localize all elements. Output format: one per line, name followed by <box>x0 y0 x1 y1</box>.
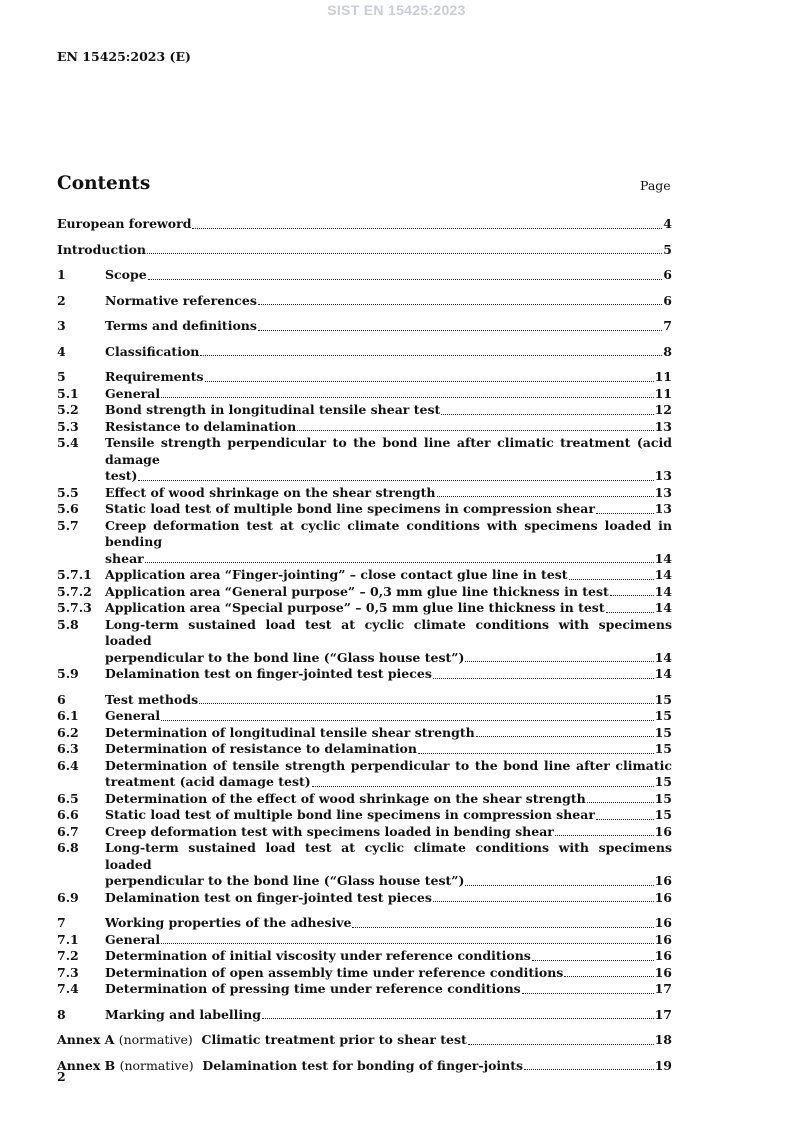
toc-entry-number: 5.7 <box>57 517 79 533</box>
toc-entry-title: Static load test of multiple bond line specimens in compression shear <box>105 501 595 516</box>
toc-entry-title: Working properties of the adhesive <box>105 915 352 930</box>
dot-leader <box>352 927 653 928</box>
toc-entry-title: Marking and labelling <box>105 1006 262 1022</box>
toc-entry-number: 6.7 <box>57 823 79 839</box>
toc-entry-page: 18 <box>654 1032 672 1047</box>
toc-entry[interactable] <box>57 402 672 419</box>
toc-entry-page: 17 <box>654 981 672 996</box>
dot-leader <box>148 279 663 280</box>
toc-entry-title: General <box>105 385 161 401</box>
toc-entry-page: 14 <box>654 649 672 665</box>
toc-entry-page: 14 <box>654 550 672 566</box>
dot-leader <box>418 753 654 754</box>
dot-leader <box>522 993 654 994</box>
toc-entry-page: 13 <box>654 468 672 483</box>
toc-entry[interactable] <box>57 948 672 965</box>
toc-entry-title: Determination of initial viscosity under reference conditions <box>105 948 531 963</box>
toc-entry-number: 5.2 <box>57 402 79 417</box>
toc-entry-page: 14 <box>654 567 672 582</box>
annex-type: (normative) <box>118 1032 193 1047</box>
dot-leader <box>532 960 654 961</box>
toc-entry-page: 19 <box>654 1057 672 1073</box>
toc-entry-title: Delamination test on finger-jointed test pieces <box>105 666 432 681</box>
toc-entry[interactable] <box>57 600 672 617</box>
toc-entry-title: Determination of resistance to delamination <box>105 741 417 756</box>
toc-entry-title-continued: treatment (acid damage test) <box>105 774 311 789</box>
toc-entry-title: Test methods <box>105 691 199 707</box>
toc-entry-number: 5.7.1 <box>57 567 92 582</box>
dot-leader <box>606 612 654 613</box>
toc-entry-title: Creep deformation test at cyclic climate conditions with specimens loaded in bending <box>105 517 672 549</box>
toc-entry-page: 15 <box>654 774 672 789</box>
toc-entry[interactable] <box>57 890 672 907</box>
toc-entry-page: 15 <box>654 741 672 756</box>
toc-entry[interactable] <box>57 369 672 386</box>
annex-label: Annex A <box>57 1032 115 1047</box>
toc-entry-number: 5.1 <box>57 385 79 401</box>
toc-entry-title: Application area “Special purpose” – 0,5 mm glue line thickness in test <box>105 600 605 615</box>
toc-entry-title: Climatic treatment prior to shear test <box>201 1032 467 1047</box>
toc-entry-page: 17 <box>654 1006 672 1022</box>
dot-leader <box>596 513 654 514</box>
dot-leader <box>433 901 654 902</box>
toc-entry-page: 16 <box>654 915 672 930</box>
toc-entry[interactable] <box>57 267 672 284</box>
toc-entry[interactable] <box>57 242 672 259</box>
toc-entry[interactable] <box>57 501 672 518</box>
toc-entry-number: 5.6 <box>57 501 79 516</box>
toc-entry[interactable] <box>57 1032 672 1049</box>
toc-entry[interactable] <box>57 824 672 841</box>
toc-entry-number: 5.5 <box>57 484 79 500</box>
toc-entry-page: 15 <box>654 724 672 740</box>
toc-entry-number: 6 <box>57 691 66 707</box>
toc-entry-title-continued: shear <box>105 550 144 566</box>
toc-entry-page: 4 <box>663 216 672 231</box>
dot-leader <box>297 430 653 431</box>
document-id: EN 15425:2023 (E) <box>57 49 191 64</box>
toc-entry-page: 11 <box>654 369 672 384</box>
toc-entry-number: 4 <box>57 343 66 359</box>
toc-entry-title: Effect of wood shrinkage on the shear strength <box>105 484 436 500</box>
toc-entry-page: 13 <box>654 484 672 500</box>
toc-entry-title: Determination of pressing time under reference conditions <box>105 981 521 996</box>
toc-entry[interactable] <box>57 419 672 436</box>
toc-entry-title-continued: perpendicular to the bond line (“Glass house test”) <box>105 649 465 665</box>
toc-entry-page: 13 <box>654 501 672 516</box>
dot-leader <box>312 786 654 787</box>
dot-leader <box>258 304 662 305</box>
toc-entry-number: 6.8 <box>57 840 79 855</box>
toc-entry-title: Resistance to delamination <box>105 418 297 434</box>
dot-leader <box>437 496 654 497</box>
dot-leader <box>192 228 662 229</box>
toc-entry-page: 16 <box>654 948 672 963</box>
toc-entry-number: 1 <box>57 267 66 282</box>
toc-entry-page: 15 <box>654 807 672 822</box>
toc-entry-number: 8 <box>57 1006 66 1022</box>
dot-leader <box>465 661 653 662</box>
toc-entry-title: Creep deformation test with specimens loaded in bending shear <box>105 823 554 839</box>
toc-entry-title: Delamination test on finger-jointed test pieces <box>105 889 432 905</box>
toc-entry-number: 5.9 <box>57 666 79 681</box>
contents-title: Contents <box>57 173 151 194</box>
toc-entry-title: Application area “Finger-jointing” – close contact glue line in test <box>105 567 568 582</box>
toc-entry-page: 7 <box>663 318 672 333</box>
toc-entry-page: 16 <box>654 964 672 980</box>
page-number: 2 <box>57 1069 66 1084</box>
toc-entry-page: 11 <box>654 385 672 401</box>
page-column-label: Page <box>640 178 671 193</box>
toc-entry[interactable] <box>57 666 672 683</box>
toc-entry[interactable] <box>57 293 672 310</box>
toc-entry-page: 8 <box>663 343 672 359</box>
toc-entry-title: Terms and definitions <box>105 318 257 333</box>
toc-entry-page: 16 <box>654 931 672 947</box>
annex-type: (normative) <box>119 1057 194 1073</box>
dot-leader <box>205 381 654 382</box>
toc-entry[interactable] <box>57 584 672 601</box>
toc-entry-title: Determination of open assembly time under reference conditions <box>105 964 564 980</box>
toc-entry-number: 6.2 <box>57 724 79 740</box>
toc-entry-page: 16 <box>654 889 672 905</box>
toc-entry-title-continued: perpendicular to the bond line (“Glass house test”) <box>105 873 465 888</box>
dot-leader <box>161 943 653 944</box>
toc-entry-title: Delamination test for bonding of finger-joints <box>202 1057 524 1073</box>
toc-entry-page: 15 <box>654 708 672 723</box>
toc-entry-number: 5.3 <box>57 418 79 434</box>
toc-entry[interactable] <box>57 485 672 502</box>
toc-entry[interactable] <box>57 758 672 791</box>
dot-leader <box>564 976 653 977</box>
toc-entry[interactable] <box>57 932 672 949</box>
toc-entry-number: 6.4 <box>57 757 79 773</box>
toc-entry[interactable] <box>57 840 672 890</box>
dot-leader <box>147 253 662 254</box>
watermark: SIST EN 15425:2023 <box>327 2 466 18</box>
dot-leader <box>145 562 654 563</box>
toc-entry-title: Introduction <box>57 241 147 257</box>
toc-entry-page: 16 <box>654 823 672 839</box>
toc-entry[interactable] <box>57 435 672 485</box>
dot-leader <box>441 414 653 415</box>
toc-entry-title: General <box>105 931 161 947</box>
toc-entry[interactable] <box>57 965 672 982</box>
toc-entry[interactable] <box>57 1058 672 1075</box>
toc-entry-title: General <box>105 708 161 723</box>
toc-entry[interactable] <box>57 567 672 584</box>
toc-entry-title-continued: test) <box>105 468 138 483</box>
toc-entry-title: Determination of the effect of wood shrinkage on the shear strength <box>105 790 586 806</box>
toc-entry-number: 5 <box>57 369 66 384</box>
toc-entry-title: Scope <box>105 267 147 282</box>
toc-entry-number: 7.1 <box>57 931 79 947</box>
dot-leader <box>138 480 653 481</box>
toc-entry-page: 16 <box>654 873 672 888</box>
toc-entry[interactable] <box>57 386 672 403</box>
toc-entry-title: Long-term sustained load test at cyclic climate conditions with specimens loaded <box>105 840 672 872</box>
toc-entry-title: European foreword <box>57 216 192 231</box>
dot-leader <box>555 835 654 836</box>
dot-leader <box>200 355 662 356</box>
toc-entry-number: 6.3 <box>57 741 79 756</box>
toc-entry-title: Application area “General purpose” – 0,3 mm glue line thickness in test <box>105 583 609 599</box>
toc-entry-number: 6.6 <box>57 807 79 822</box>
toc-entry-number: 6.1 <box>57 708 79 723</box>
toc-entry-title: Normative references <box>105 292 257 308</box>
toc-entry-title: Long-term sustained load test at cyclic climate conditions with specimens loaded <box>105 616 672 648</box>
dot-leader <box>262 1018 654 1019</box>
toc-entry-number: 5.4 <box>57 435 79 450</box>
toc-entry[interactable] <box>57 1007 672 1024</box>
toc-entry[interactable] <box>57 518 672 568</box>
toc-entry-number: 7 <box>57 915 66 930</box>
toc-entry-number: 7.4 <box>57 981 79 996</box>
toc-entry[interactable] <box>57 318 672 335</box>
toc-entry-title: Static load test of multiple bond line specimens in compression shear <box>105 807 595 822</box>
toc-entry[interactable] <box>57 915 672 932</box>
toc-entry-page: 5 <box>663 241 672 257</box>
dot-leader <box>258 330 662 331</box>
toc-entry-page: 13 <box>654 418 672 434</box>
toc-entry[interactable] <box>57 216 672 233</box>
toc-entry-number: 6.9 <box>57 889 79 905</box>
toc-entry-page: 14 <box>654 583 672 599</box>
toc-entry[interactable] <box>57 692 672 709</box>
toc-entry-page: 14 <box>654 666 672 681</box>
toc-entry-number: 2 <box>57 292 66 308</box>
toc-entry-title: Requirements <box>105 369 204 384</box>
dot-leader <box>468 1044 654 1045</box>
toc-entry-title: Determination of tensile strength perpendicular to the bond line after climatic <box>105 757 672 773</box>
toc-entry-number: 5.8 <box>57 616 79 632</box>
toc-entry[interactable] <box>57 617 672 667</box>
toc-entry-page: 14 <box>654 600 672 615</box>
dot-leader <box>596 819 654 820</box>
toc-entry-number: 7.3 <box>57 964 79 980</box>
toc-entry-title: Determination of longitudinal tensile shear strength <box>105 724 475 740</box>
toc-entry-title: Bond strength in longitudinal tensile shear test <box>105 402 441 417</box>
toc-entry-title: Classification <box>105 343 200 359</box>
toc-entry[interactable] <box>57 725 672 742</box>
toc-entry-number: 5.7.2 <box>57 583 92 599</box>
dot-leader <box>524 1069 654 1070</box>
dot-leader <box>569 579 654 580</box>
dot-leader <box>161 397 653 398</box>
dot-leader <box>587 802 654 803</box>
toc-entry[interactable] <box>57 791 672 808</box>
dot-leader <box>476 736 654 737</box>
dot-leader <box>199 703 653 704</box>
table-of-contents <box>57 216 672 1074</box>
toc-entry-page: 15 <box>654 790 672 806</box>
toc-entry-page: 6 <box>663 292 672 308</box>
toc-entry[interactable] <box>57 708 672 725</box>
dot-leader <box>433 678 654 679</box>
annex-label: Annex B <box>57 1057 116 1073</box>
toc-entry[interactable] <box>57 981 672 998</box>
toc-entry-title: Tensile strength perpendicular to the bond line after climatic treatment (acid damage <box>105 435 672 467</box>
toc-entry-page: 6 <box>663 267 672 282</box>
dot-leader <box>610 595 654 596</box>
toc-entry-page: 12 <box>654 402 672 417</box>
toc-entry-number: 3 <box>57 318 66 333</box>
dot-leader <box>161 720 653 721</box>
toc-entry-number: 6.5 <box>57 790 79 806</box>
toc-entry-number: 5.7.3 <box>57 600 92 615</box>
dot-leader <box>465 885 653 886</box>
toc-entry-page: 15 <box>654 691 672 707</box>
toc-entry[interactable] <box>57 807 672 824</box>
toc-entry[interactable] <box>57 741 672 758</box>
toc-entry-number: 7.2 <box>57 948 79 963</box>
toc-entry[interactable] <box>57 344 672 361</box>
